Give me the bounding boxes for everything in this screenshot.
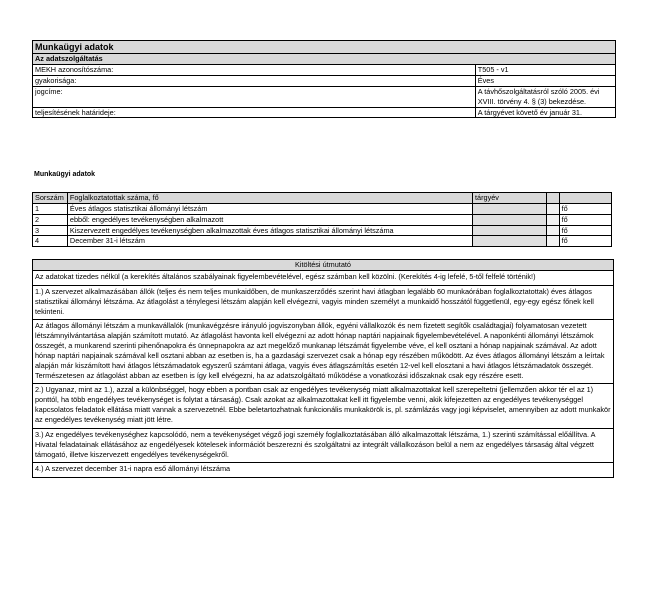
targyev-input-cell[interactable] (473, 203, 547, 214)
info-label: MEKH azonosítószáma: (33, 65, 476, 76)
row-spacer (547, 214, 560, 225)
header-sorszam: Sorszám (33, 193, 68, 204)
info-row (33, 75, 616, 86)
table-row (33, 225, 612, 236)
row-label: December 31-i létszám (67, 236, 472, 247)
info-label: jogcíme: (33, 86, 476, 107)
page-title: Munkaügyi adatok (33, 41, 616, 54)
row-number: 4 (33, 236, 68, 247)
table-header-row (33, 193, 612, 204)
targyev-input-cell[interactable] (473, 225, 547, 236)
row-label: Éves átlagos statisztikai állományi létszám (67, 203, 472, 214)
targyev-input-cell[interactable] (473, 236, 547, 247)
header-targyev: tárgyév (473, 193, 547, 204)
info-value: T505 - v1 (475, 65, 615, 76)
row-unit: fő (559, 225, 611, 236)
targyev-input-cell[interactable] (473, 214, 547, 225)
row-number: 2 (33, 214, 68, 225)
info-value: A tárgyévet követő év január 31. (477, 107, 583, 117)
info-row (33, 107, 616, 118)
header-unit (559, 193, 611, 204)
row-label: ebből: engedélyes tevékenységben alkalmazott (67, 214, 472, 225)
row-spacer (547, 203, 560, 214)
header-foglalkoztatottak: Foglalkoztatottak száma, fő (67, 193, 472, 204)
guide-paragraph: 3.) Az engedélyes tevékenységhez kapcsolódó, nem a tevékenységet végző jogi személy foglalkoztatásában álló alkalmazottak létszáma, 1.) szerinti számítással előállítva. A Hivatal feladatainak ellátásához az engedélyesek kötelesek információt beszerezni és szolgáltatni az integrált vállalkozáson belül a nem az engedélyes társaság által végzett támogató, illetve kiszervezett engedélyes tevékenységekről. (33, 429, 613, 464)
info-row (33, 65, 616, 76)
guide-paragraph: 1.) A szervezet alkalmazásában állók (teljes és nem teljes munkaidőben, de munkaszerződés szerint havi átlagban legalább 60 munkaórában foglalkoztatottak) éves átlagos statisztikai állományi létszáma. Az átlagolást a ténylegesi létszám alapján kell elvégezni, vagyis minden személyt a munkaidő hosszától függetlenül, egy-egy egész főnek kell tekinteni. (33, 286, 613, 321)
row-unit: fő (559, 203, 611, 214)
row-spacer (547, 236, 560, 247)
info-value: Éves (475, 75, 615, 86)
staff-table (32, 192, 612, 247)
guide-paragraph: Az adatokat tizedes nélkül (a kerekítés általános szabályainak figyelembevételével, egész számban kell közölni. (Kerekítés 4-ig lefelé, 5-től felfelé történik!) (33, 271, 613, 286)
row-spacer (547, 225, 560, 236)
filling-guide (32, 259, 614, 478)
info-row (33, 86, 616, 107)
info-label: gyakorisága: (33, 75, 476, 86)
info-label: teljesítésének határideje: (33, 107, 476, 118)
table-row (33, 203, 612, 214)
guide-paragraph: Az átlagos állományi létszám a munkavállalók (munkavégzésre irányuló jogviszonyban állók, egyéni vállalkozók és nem fizetett segítők családtagjai) folyamatosan vezetett létszámnyilvántartása alapján számított mutató. Az átlagolást havonta kell elvégezni az adott hónap naptári napjainak figyelembevételével. A naponkénti állományi létszámok összegét, a munkarend szerinti pihenőnapokra és ünnepnapokra az azt megelőző munkanap létszámát figyelembe véve, el kell osztani a hónap napjainak számával. Az adott hónap naptári napjainak számával kell osztani abban az esetben is, ha a gazdasági szervezet csak a hónap egy részében működött. Az éves átlagos állományi létszám a leírtak alapján már kiszámított havi átlagos létszámadatok egyszerű számtani átlaga, vagyis éves átlagszámítás esetén 12-vel kell elosztani a havi átlagos létszámadatok összegét. Természetesen az átlagolást abban az esetben is így kell elvégezni, ha az adatszolgáltató működése a vonatkozási időszaknak csak egy részére esett. (33, 320, 613, 384)
data-supply-info-table (32, 40, 616, 118)
section-subtitle: Az adatszolgáltatás (33, 54, 616, 65)
guide-paragraph: 2.) Ugyanaz, mint az 1.), azzal a különbséggel, hogy ebben a pontban csak az engedélyes tevékenység miatt alkalmazottakat kell szerepeltetni (jellemzően akkor tér el az 1) ponttól, ha több engedélyes tevékenységet is folytat a társaság). Csak azokat az alkalmazottakat kell itt figyelembe venni, akik kifejezetten az engedélyes tevékenységgel kapcsolatos feladatok ellátása miatt vannak a szervezetnél. Ebbe beletartozhatnak funkcionális munkakörök is, pl. számlázás vagy jogi képviselet, amennyiben az adott munkakör az engedélyes tevékenység miatt jött létre. (33, 384, 613, 428)
row-number: 1 (33, 203, 68, 214)
row-unit: fő (559, 214, 611, 225)
guide-paragraph: 4.) A szervezet december 31-i napra eső állományi létszáma (35, 464, 231, 474)
section-title: Munkaügyi adatok (34, 171, 96, 178)
row-unit: fő (559, 236, 611, 247)
table-row (33, 214, 612, 225)
table-row (33, 236, 612, 247)
row-label: Kiszervezett engedélyes tevékenységben alkalmazottak éves átlagos statisztikai állományi létszáma (67, 225, 472, 236)
guide-title: Kitöltési útmutató (33, 260, 613, 271)
row-number: 3 (33, 225, 68, 236)
header-spacer (547, 193, 560, 204)
info-value: A távhőszolgáltatásról szóló 2005. évi XVIII. törvény 4. § (3) bekezdése. (475, 86, 615, 107)
